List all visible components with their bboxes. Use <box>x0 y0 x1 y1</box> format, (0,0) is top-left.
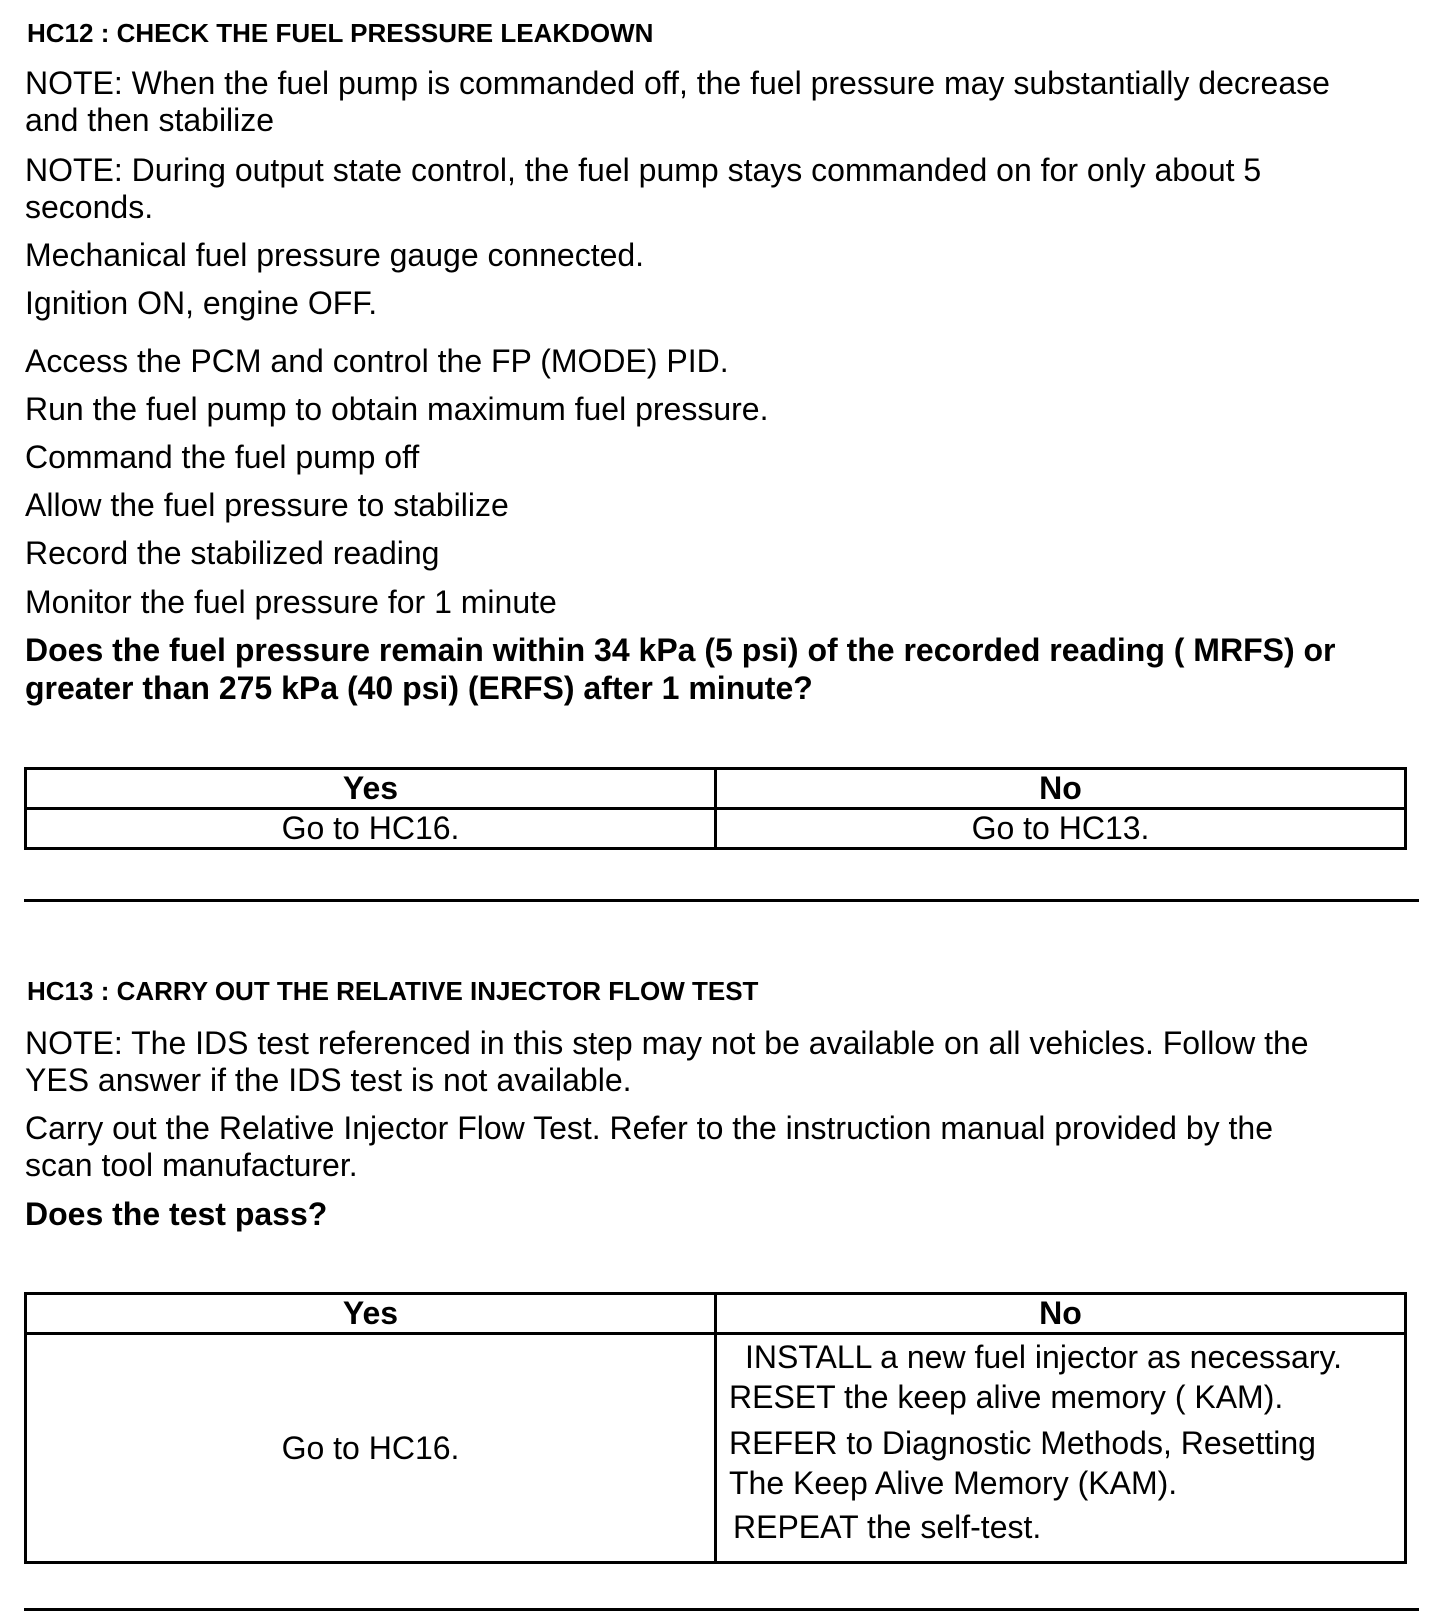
yes-header: Yes <box>26 1294 716 1334</box>
section-divider <box>24 1608 1419 1611</box>
table-row <box>26 809 1406 849</box>
yes-header: Yes <box>26 769 716 809</box>
hc12-precondition: Mechanical fuel pressure gauge connected. <box>25 237 645 273</box>
hc12-step: Command the fuel pump off <box>25 439 420 475</box>
hc13-note-line-1: NOTE: The IDS test referenced in this step may not be available on all vehicles. Follow the <box>25 1025 1309 1061</box>
hc13-heading: HC13 : CARRY OUT THE RELATIVE INJECTOR FLOW TEST <box>27 976 759 1006</box>
list-item: REFER to Diagnostic Methods, Resetting <box>729 1425 1316 1461</box>
hc12-result-table <box>24 767 1407 850</box>
hc13-question: Does the test pass? <box>25 1196 328 1232</box>
list-item: INSTALL a new fuel injector as necessary. <box>745 1339 1343 1375</box>
hc12-note-1-line-2: and then stabilize <box>25 102 275 138</box>
hc13-result-table <box>24 1292 1407 1564</box>
no-header: No <box>716 1294 1406 1334</box>
no-actions-list <box>717 1335 1404 1547</box>
hc12-step: Access the PCM and control the FP (MODE) PID. <box>25 343 729 379</box>
hc12-precondition: Ignition ON, engine OFF. <box>25 285 378 321</box>
hc13-step-line-1: Carry out the Relative Injector Flow Test. Refer to the instruction manual provided by the <box>25 1110 1274 1146</box>
list-item: The Keep Alive Memory (KAM). <box>729 1465 1178 1501</box>
yes-action: Go to HC16. <box>26 809 716 849</box>
no-header: No <box>716 769 1406 809</box>
hc12-heading: HC12 : CHECK THE FUEL PRESSURE LEAKDOWN <box>27 18 654 48</box>
table-row <box>26 1334 1406 1563</box>
hc12-step: Record the stabilized reading <box>25 535 440 571</box>
section-divider <box>24 899 1419 902</box>
table-header-row <box>26 769 1406 809</box>
hc12-note-2-line-2: seconds. <box>25 189 154 225</box>
hc13-note-line-2: YES answer if the IDS test is not available. <box>25 1062 632 1098</box>
list-item: REPEAT the self-test. <box>733 1509 1042 1545</box>
list-item: RESET the keep alive memory ( KAM). <box>729 1379 1284 1415</box>
hc12-note-2-line-1: NOTE: During output state control, the fuel pump stays commanded on for only about 5 <box>25 152 1262 188</box>
yes-action: Go to HC16. <box>26 1334 716 1563</box>
hc12-note-1-line-1: NOTE: When the fuel pump is commanded off, the fuel pressure may substantially decrease <box>25 65 1330 101</box>
hc12-step: Monitor the fuel pressure for 1 minute <box>25 584 557 620</box>
hc12-step: Allow the fuel pressure to stabilize <box>25 487 509 523</box>
hc12-question-line-2: greater than 275 kPa (40 psi) (ERFS) after 1 minute? <box>25 670 813 706</box>
no-action: Go to HC13. <box>716 809 1406 849</box>
hc12-step: Run the fuel pump to obtain maximum fuel pressure. <box>25 391 769 427</box>
no-actions-cell <box>716 1334 1406 1563</box>
table-header-row <box>26 1294 1406 1334</box>
hc12-question-line-1: Does the fuel pressure remain within 34 kPa (5 psi) of the recorded reading ( MRFS) or <box>25 632 1336 668</box>
hc13-step-line-2: scan tool manufacturer. <box>25 1147 358 1183</box>
